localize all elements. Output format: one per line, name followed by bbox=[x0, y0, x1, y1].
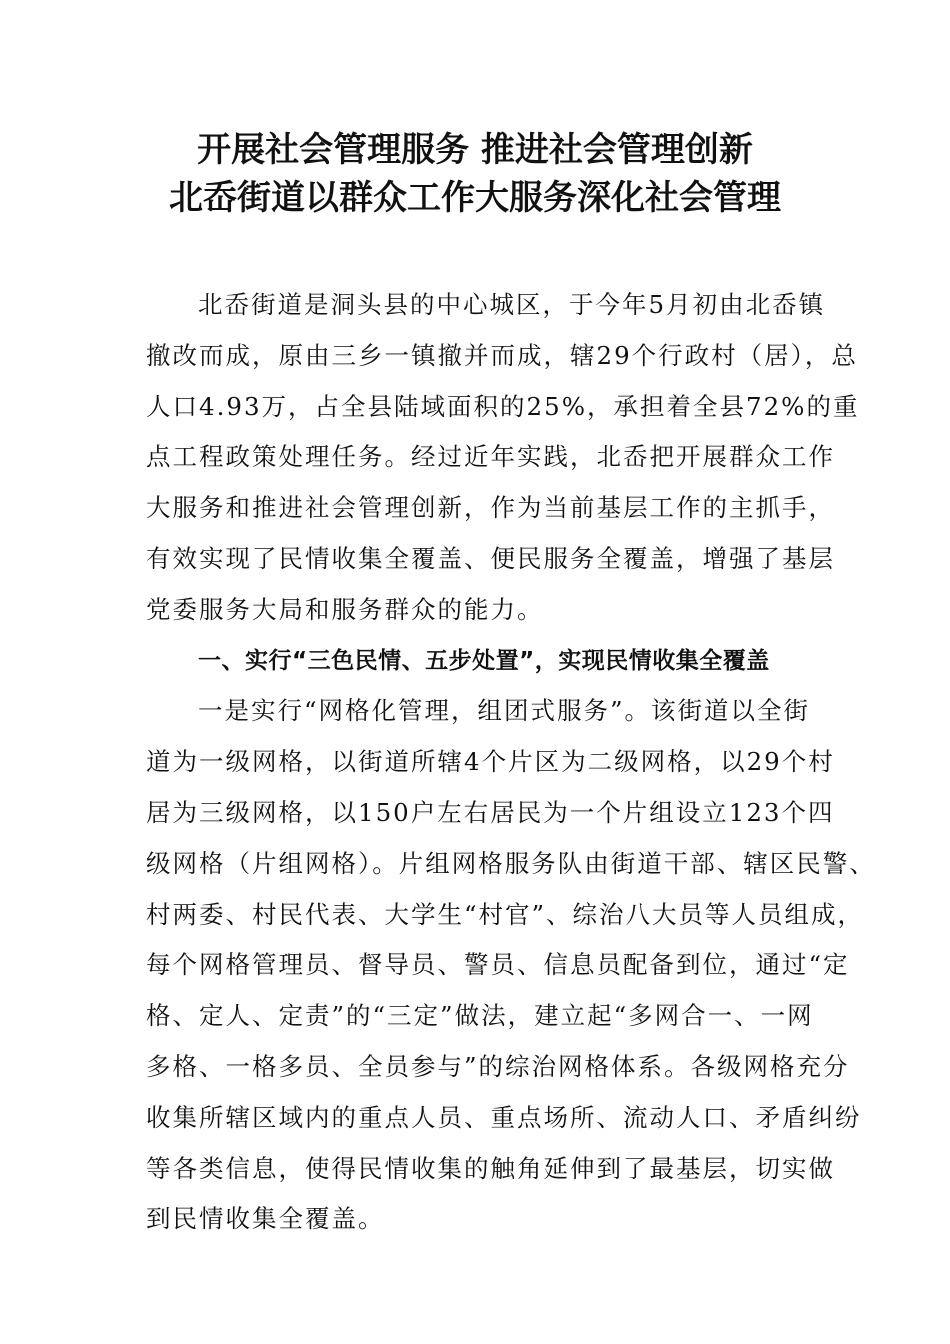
document-body bbox=[146, 280, 876, 1245]
text-line: 撤改而成，原由三乡一镇撤并而成，辖29个行政村（居），总 bbox=[146, 340, 858, 370]
paragraph-intro bbox=[146, 280, 860, 636]
section-heading-1: 一、实行“三色民情、五步处置”，实现民情收集全覆盖 bbox=[198, 647, 770, 674]
text-line: 有效实现了民情收集全覆盖、便民服务全覆盖，增强了基层 bbox=[146, 543, 835, 573]
text-line: 党委服务大局和服务群众的能力。 bbox=[146, 594, 544, 624]
text-line: 到民情收集全覆盖。 bbox=[146, 1204, 385, 1234]
text-line: 大服务和推进社会管理创新，作为当前基层工作的主抓手， bbox=[146, 493, 835, 523]
text-line: 收集所辖区域内的重点人员、重点场所、流动人口、矛盾纠纷 bbox=[146, 1102, 862, 1132]
text-line: 一是实行“网格化管理，组团式服务”。该街道以全街 bbox=[198, 696, 811, 726]
title-line-1: 开展社会管理服务 推进社会管理创新 bbox=[197, 130, 753, 170]
document-title bbox=[0, 126, 950, 222]
title-line-2: 北岙街道以群众工作大服务深化社会管理 bbox=[169, 178, 781, 218]
text-line: 每个网格管理员、督导员、警员、信息员配备到位，通过“定 bbox=[146, 950, 850, 980]
text-line: 道为一级网格，以街道所辖4个片区为二级网格，以29个村 bbox=[146, 747, 835, 777]
text-line: 点工程政策处理任务。经过近年实践，北岙把开展群众工作 bbox=[146, 442, 835, 472]
paragraph-grid-management bbox=[146, 686, 876, 1245]
text-line: 北岙街道是洞头县的中心城区，于今年5月初由北岙镇 bbox=[198, 290, 826, 319]
text-line: 等各类信息，使得民情收集的触角延伸到了最基层，切实做 bbox=[146, 1153, 835, 1183]
text-line: 人口4.93万，占全县陆域面积的25%，承担着全县72%的重 bbox=[146, 391, 860, 421]
text-line: 格、定人、定责”的“三定”做法，建立起“多网合一、一网 bbox=[146, 1001, 814, 1031]
text-line: 多格、一格多员、全员参与”的综治网格体系。各级网格充分 bbox=[146, 1051, 850, 1081]
text-line: 村两委、村民代表、大学生“村官”、综治八大员等人员组成， bbox=[146, 899, 865, 929]
text-line: 居为三级网格，以150户左右居民为一个片组设立123个四 bbox=[146, 797, 835, 827]
text-line: 级网格（片组网格）。片组网格服务队由街道干部、辖区民警、 bbox=[146, 848, 876, 878]
